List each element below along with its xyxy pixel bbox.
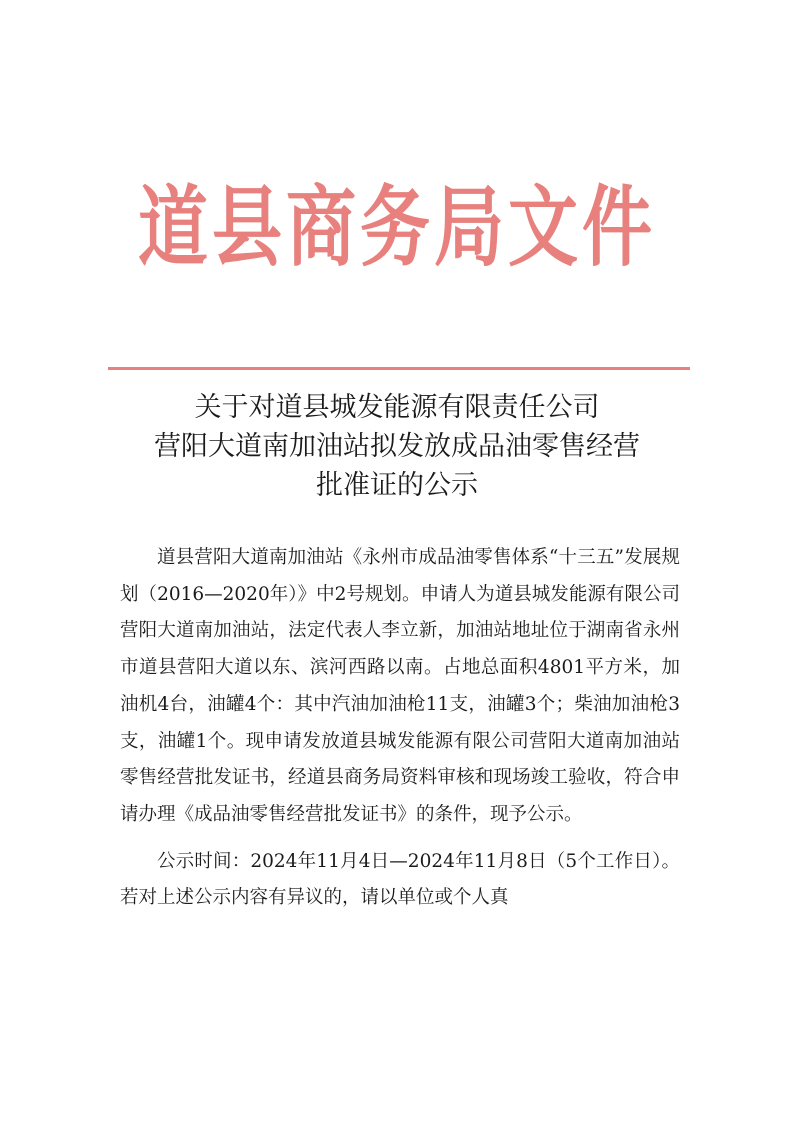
document-body [120,540,680,917]
header-divider [108,367,690,370]
issuer-banner: 道县商务局文件 [138,174,656,279]
body-paragraph-2: 公示时间：2024年11月4日—2024年11月8日（5个工作日）。若对上述公示内容有异议的，请以单位或个人真 [120,850,680,909]
title-line-2: 营阳大道南加油站拟发放成品油零售经营 [154,431,640,462]
title-line-1: 关于对道县城发能源有限责任公司 [194,392,600,423]
title-line-3: 批准证的公示 [316,470,478,501]
document-title [90,388,704,505]
body-paragraph-1: 道县营阳大道南加油站《永州市成品油零售体系“十三五”发展规划（2016—2020年）》中2号规划。申请人为道县城发能源有限公司营阳大道南加油站，法定代表人李立新，加油站地址位于湖南省永州市道县营阳大道以东、滨河西路以南。占地总面积4801平方米，加油机4台，油罐4个：其中汽油加油枪11支，油罐3个；柴油加油枪3支，油罐1个。现申请发放道县城发能源有限公司营阳大道南加油站零售经营批发证书，经道县商务局资料审核和现场竣工验收，符合申请办理《成品油零售经营批发证书》的条件，现予公示。 [120,547,680,825]
document-header [105,150,689,290]
